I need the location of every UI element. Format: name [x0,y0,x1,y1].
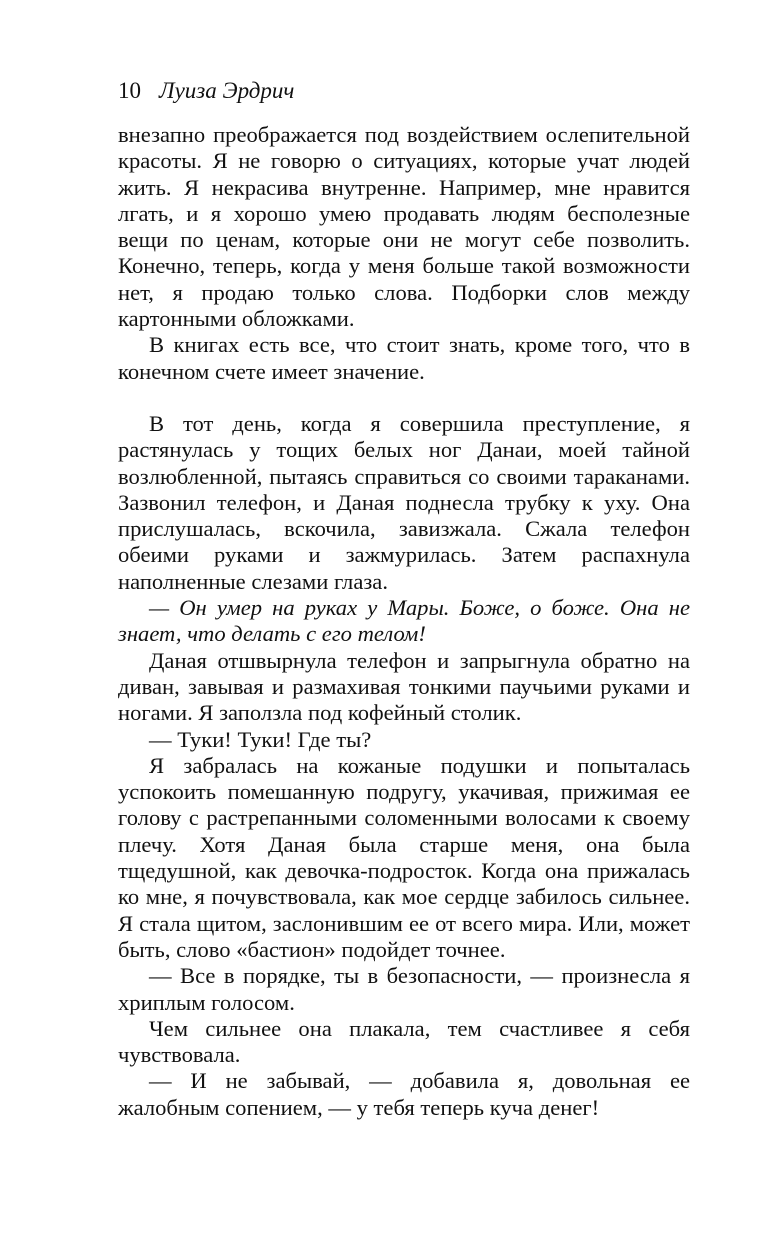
body-text [118,122,690,1121]
book-author: Луиза Эрдрич [159,78,295,103]
paragraph: В книгах есть все, что стоит знать, кроме того, что в конечном счете имеет значение. [118,332,690,384]
section-break [118,385,690,411]
paragraph: внезапно преображается под воздействием ослепительной красоты. Я не говорю о ситуациях, которые учат людей жить. Я некрасива внутренне. Например, мне нравится лгать, и я хорошо умею продавать людям бесполезные вещи по ценам, которые они не могут себе позволить. Конечно, теперь, когда у меня больше такой возможности нет, я продаю только слова. Подборки слов между картонными обложками. [118,122,690,332]
paragraph: Чем сильнее она плакала, тем счастливее я себя чувствовала. [118,1015,690,1068]
paragraph: В тот день, когда я совершила преступление, я растянулась у тощих белых ног Данаи, моей тайной возлюбленной, пытаясь справиться со своими тараканами. Зазвонил телефон, и Даная поднесла трубку к уху. Она прислушалась, вскочила, завизжала. Сжала телефон обеими руками и зажмурилась. Затем распахнула наполненные слезами глаза. [118,410,690,594]
page-number: 10 [118,78,141,103]
paragraph: Я забралась на кожаные подушки и попыталась успокоить помешанную подругу, укачивая, прижимая ее голову с растрепанными соломенными волосами к своему плечу. Хотя Даная была старше меня, она была тщедушной, как девочка-подросток. Когда она прижалась ко мне, я почувствовала, как мое сердце забилось сильнее. Я стала щитом, заслонившим ее от всего мира. Или, может быть, слово «бастион» подойдет точнее. [118,752,690,962]
dialogue-line: — И не забывай, — добавила я, довольная ее жалобным сопением, — у тебя теперь куча денег! [118,1068,690,1120]
paragraph: Даная отшвырнула телефон и запрыгнула обратно на диван, завывая и размахивая тонкими паучьими руками и ногами. Я заползла под кофейный столик. [118,647,690,726]
book-page [118,76,690,1121]
dialogue-line: — Туки! Туки! Где ты? [149,726,372,752]
dialogue-line: — Все в порядке, ты в безопасности, — произнесла я хриплым голосом. [118,963,690,1015]
running-head [118,76,690,106]
dialogue-line: — Он умер на руках у Мары. Боже, о боже. Она не знает, что делать с его телом! [118,595,690,647]
